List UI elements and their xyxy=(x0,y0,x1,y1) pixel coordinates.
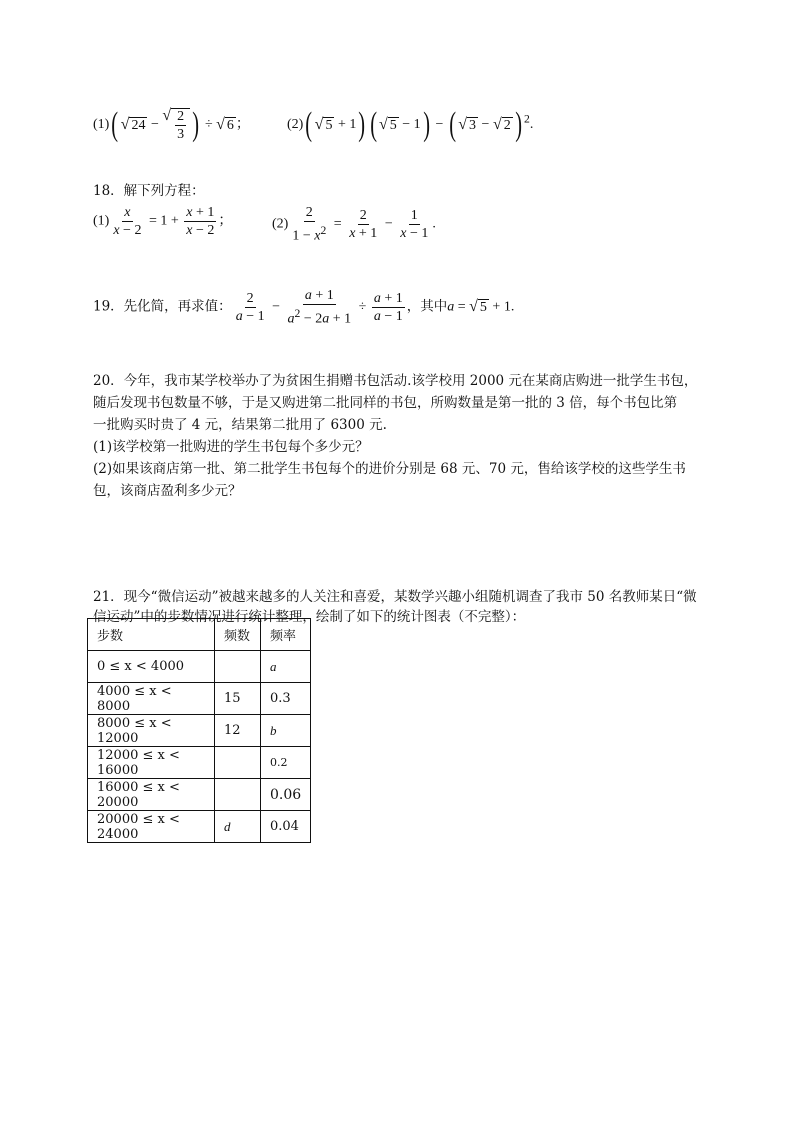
q21-line2: 信运动”中的步数情况进行统计整理，绘制了如下的统计图表（不完整）： xyxy=(93,609,526,625)
q21-line1: 21．现今“微信运动”被越来越多的人关注和喜爱，某数学兴趣小组随机调查了我市 50 名教师某日“微 xyxy=(93,589,697,605)
q20-line3: 一批购买时贵了 4 元，结果第二批用了 6300 元. xyxy=(93,417,387,433)
cell-frequency: 0.04 xyxy=(261,811,311,843)
cell-range: 8000 ≤ x < 12000 xyxy=(88,715,215,747)
header-steps: 步数 xyxy=(88,619,215,651)
cell-count xyxy=(215,779,261,811)
table-row xyxy=(88,683,311,715)
q20-line1: 20．今年，我市某学校举办了为贫困生捐赠书包活动.该学校用 2000 元在某商店购进一批学生书包， xyxy=(93,373,698,389)
cell-count: d xyxy=(215,811,261,843)
q18-part1: (1) $\frac{x}{x - 2}$ = 1 + $\frac{x + 1}{x - 2}$ ； xyxy=(93,205,233,238)
table-row xyxy=(88,747,311,779)
header-count: 频数 xyxy=(215,619,261,651)
table-header-row xyxy=(88,619,311,651)
cell-frequency: 0.2 xyxy=(261,747,311,779)
cell-range: 0 ≤ x < 4000 xyxy=(88,651,215,683)
cell-count: 12 xyxy=(215,715,261,747)
cell-range: 20000 ≤ x < 24000 xyxy=(88,811,215,843)
cell-frequency: 0.06 xyxy=(261,779,311,811)
q18-heading: 18．解下列方程： xyxy=(93,183,205,199)
q20-line2: 随后发现书包数量不够，于是又购进第二批同样的书包，所购数量是第一批的 3 倍，每个书包比第 xyxy=(93,395,678,411)
cell-frequency: 0.3 xyxy=(261,683,311,715)
cell-frequency: b xyxy=(261,715,311,747)
cell-count xyxy=(215,747,261,779)
cell-range: 4000 ≤ x < 8000 xyxy=(88,683,215,715)
q19-expression: 19．先化简，再求值： $\frac{2}{a - 1}$ − $\frac{a + 1}{a^2 - 2a + 1}$ ÷ $\frac{a + 1}{a - 1}$ ，其中a = √ 5 + 1. xyxy=(93,288,515,327)
q20-sub2-line2: 包，该商店盈利多少元？ xyxy=(93,483,242,499)
q17-part2: (2)( √ 5 + 1) ( √ 5 − 1) − ( √ 3 − √ 2 ) $^2$. xyxy=(287,106,534,143)
header-frequency: 频率 xyxy=(261,619,311,651)
q20-sub2-line1: (2)如果该商店第一批、第二批学生书包每个的进价分别是 68 元、70 元，售给该学校的这些学生书 xyxy=(93,461,686,477)
q18-part2: (2) $\frac{2}{1 - x^2}$ = $\frac{2}{x + 1}$ − $\frac{1}{x - 1}$ . xyxy=(272,205,436,244)
table-row xyxy=(88,811,311,843)
cell-frequency: a xyxy=(261,651,311,683)
cell-count: 15 xyxy=(215,683,261,715)
table-row xyxy=(88,779,311,811)
cell-count xyxy=(215,651,261,683)
q20-sub1: (1)该学校第一批购进的学生书包每个多少元？ xyxy=(93,439,369,455)
cell-range: 12000 ≤ x < 16000 xyxy=(88,747,215,779)
cell-range: 16000 ≤ x < 20000 xyxy=(88,779,215,811)
table-row xyxy=(88,715,311,747)
table-row xyxy=(88,651,311,683)
step-frequency-table xyxy=(87,618,311,843)
q17-part1: (1)( √ 24 − √ $\frac{2}{3}$ ) ÷ √ 6 ； xyxy=(93,106,250,143)
